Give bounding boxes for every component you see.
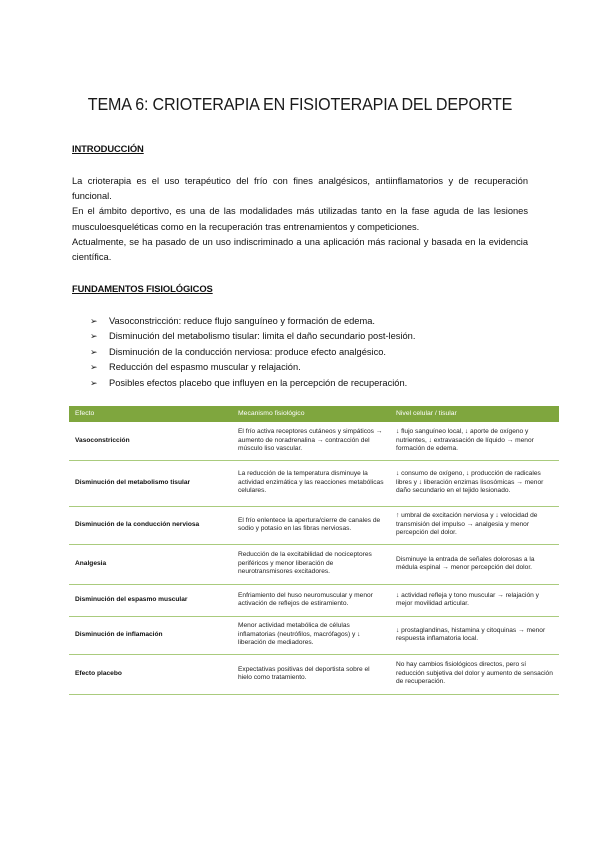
intro-paragraph: Actualmente, se ha pasado de un uso indiscriminado a una aplicación más racional y basada en la evidencia científica.	[72, 236, 528, 263]
list-item	[90, 376, 530, 391]
intro-body	[72, 174, 528, 265]
page-title: TEMA 6: CRIOTERAPIA EN FISIOTERAPIA DEL DEPORTE	[87, 94, 513, 114]
table-row	[69, 616, 559, 654]
table-row	[69, 654, 559, 694]
table-cell-mechanism: Menor actividad metabólica de células inflamatorias (neutrófilos, macrófagos) y ↓ liberación de mediadores.	[232, 616, 390, 654]
arrow-bullet-icon: ➢	[90, 331, 98, 342]
list-item-text: Posibles efectos placebo que influyen en la percepción de recuperación.	[109, 377, 408, 388]
table-cell-effect: Disminución del espasmo muscular	[69, 584, 232, 616]
intro-paragraph: La crioterapia es el uso terapéutico del frío con fines analgésicos, antiinflamatorios y de recuperación funcional.	[72, 176, 528, 202]
table-row	[69, 422, 559, 460]
table-cell-mechanism: La reducción de la temperatura disminuye la actividad enzimática y las reacciones metabólicas celulares.	[232, 460, 390, 506]
table-cell-level: Disminuye la entrada de señales dolorosas a la médula espinal → menor percepción del dolor.	[390, 544, 559, 584]
column-header: Efecto	[69, 406, 232, 422]
table-cell-mechanism: El frío activa receptores cutáneos y simpáticos → aumento de noradrenalina → contracción del músculo liso vascular.	[232, 422, 390, 460]
arrow-bullet-icon: ➢	[90, 316, 98, 326]
column-header: Nivel celular / tisular	[390, 406, 559, 422]
table-cell-effect: Disminución del metabolismo tisular	[69, 460, 232, 506]
table-row	[69, 460, 559, 506]
table-cell-effect: Vasoconstricción	[69, 422, 232, 460]
fundamentos-list	[90, 314, 530, 391]
table-cell-effect: Analgesia	[69, 544, 232, 584]
table-row	[69, 584, 559, 616]
table-header-row	[69, 406, 559, 422]
table-cell-mechanism: Expectativas positivas del deportista sobre el hielo como tratamiento.	[232, 654, 390, 694]
arrow-bullet-icon: ➢	[90, 362, 98, 373]
table-cell-level: ↓ flujo sanguíneo local, ↓ aporte de oxígeno y nutrientes, ↓ extravasación de líquido → menor formación de edema.	[390, 422, 559, 460]
list-item-text: Disminución de la conducción nerviosa: produce efecto analgésico.	[109, 346, 387, 357]
column-header: Mecanismo fisiológico	[232, 406, 390, 422]
list-item	[90, 329, 530, 344]
table-cell-mechanism: Enfriamiento del huso neuromuscular y menor activación de reflejos de estiramiento.	[232, 584, 390, 616]
intro-heading: INTRODUCCIÓN	[72, 143, 144, 154]
table-cell-level: ↑ umbral de excitación nerviosa y ↓ velocidad de transmisión del impulso → analgesia y menor percepción del dolor.	[390, 506, 559, 544]
list-item-text: Reducción del espasmo muscular y relajación.	[109, 362, 301, 373]
table-cell-level: ↓ consumo de oxígeno, ↓ producción de radicales libres y ↓ liberación enzimas lisosómicas → menor daño secundario en el tejido lesionado.	[390, 460, 559, 506]
table-row	[69, 544, 559, 584]
effects-table	[69, 406, 559, 695]
list-item-text: Disminución del metabolismo tisular: limita el daño secundario post-lesión.	[109, 331, 416, 342]
arrow-bullet-icon: ➢	[90, 377, 98, 388]
table-cell-level: No hay cambios fisiológicos directos, pero sí reducción subjetiva del dolor y aumento de sensación de recuperación.	[390, 654, 559, 694]
table-cell-effect: Disminución de inflamación	[69, 616, 232, 654]
list-item-text: Vasoconstricción: reduce flujo sanguíneo y formación de edema.	[109, 316, 375, 326]
list-item	[90, 314, 530, 329]
fundamentos-heading: FUNDAMENTOS FISIOLÓGICOS	[72, 283, 213, 294]
table-cell-effect: Disminución de la conducción nerviosa	[69, 506, 232, 544]
table-cell-mechanism: Reducción de la excitabilidad de nociceptores periféricos y menor liberación de neurotransmisores excitadores.	[232, 544, 390, 584]
list-item	[90, 360, 530, 375]
table-cell-level: ↓ actividad refleja y tono muscular → relajación y mejor movilidad articular.	[390, 584, 559, 616]
arrow-bullet-icon: ➢	[90, 346, 98, 357]
intro-paragraph: En el ámbito deportivo, es una de las modalidades más utilizadas tanto en la fase aguda de las lesiones musculoesqueléticas como en la recuperación tras entrenamientos y competiciones.	[72, 206, 528, 232]
list-item	[90, 345, 530, 360]
table-cell-effect: Efecto placebo	[69, 654, 232, 694]
table-cell-level: ↓ prostaglandinas, histamina y citoquinas → menor respuesta inflamatoria local.	[390, 616, 559, 654]
table-row	[69, 506, 559, 544]
table-cell-mechanism: El frío enlentece la apertura/cierre de canales de sodio y potasio en las fibras nerviosas.	[232, 506, 390, 544]
